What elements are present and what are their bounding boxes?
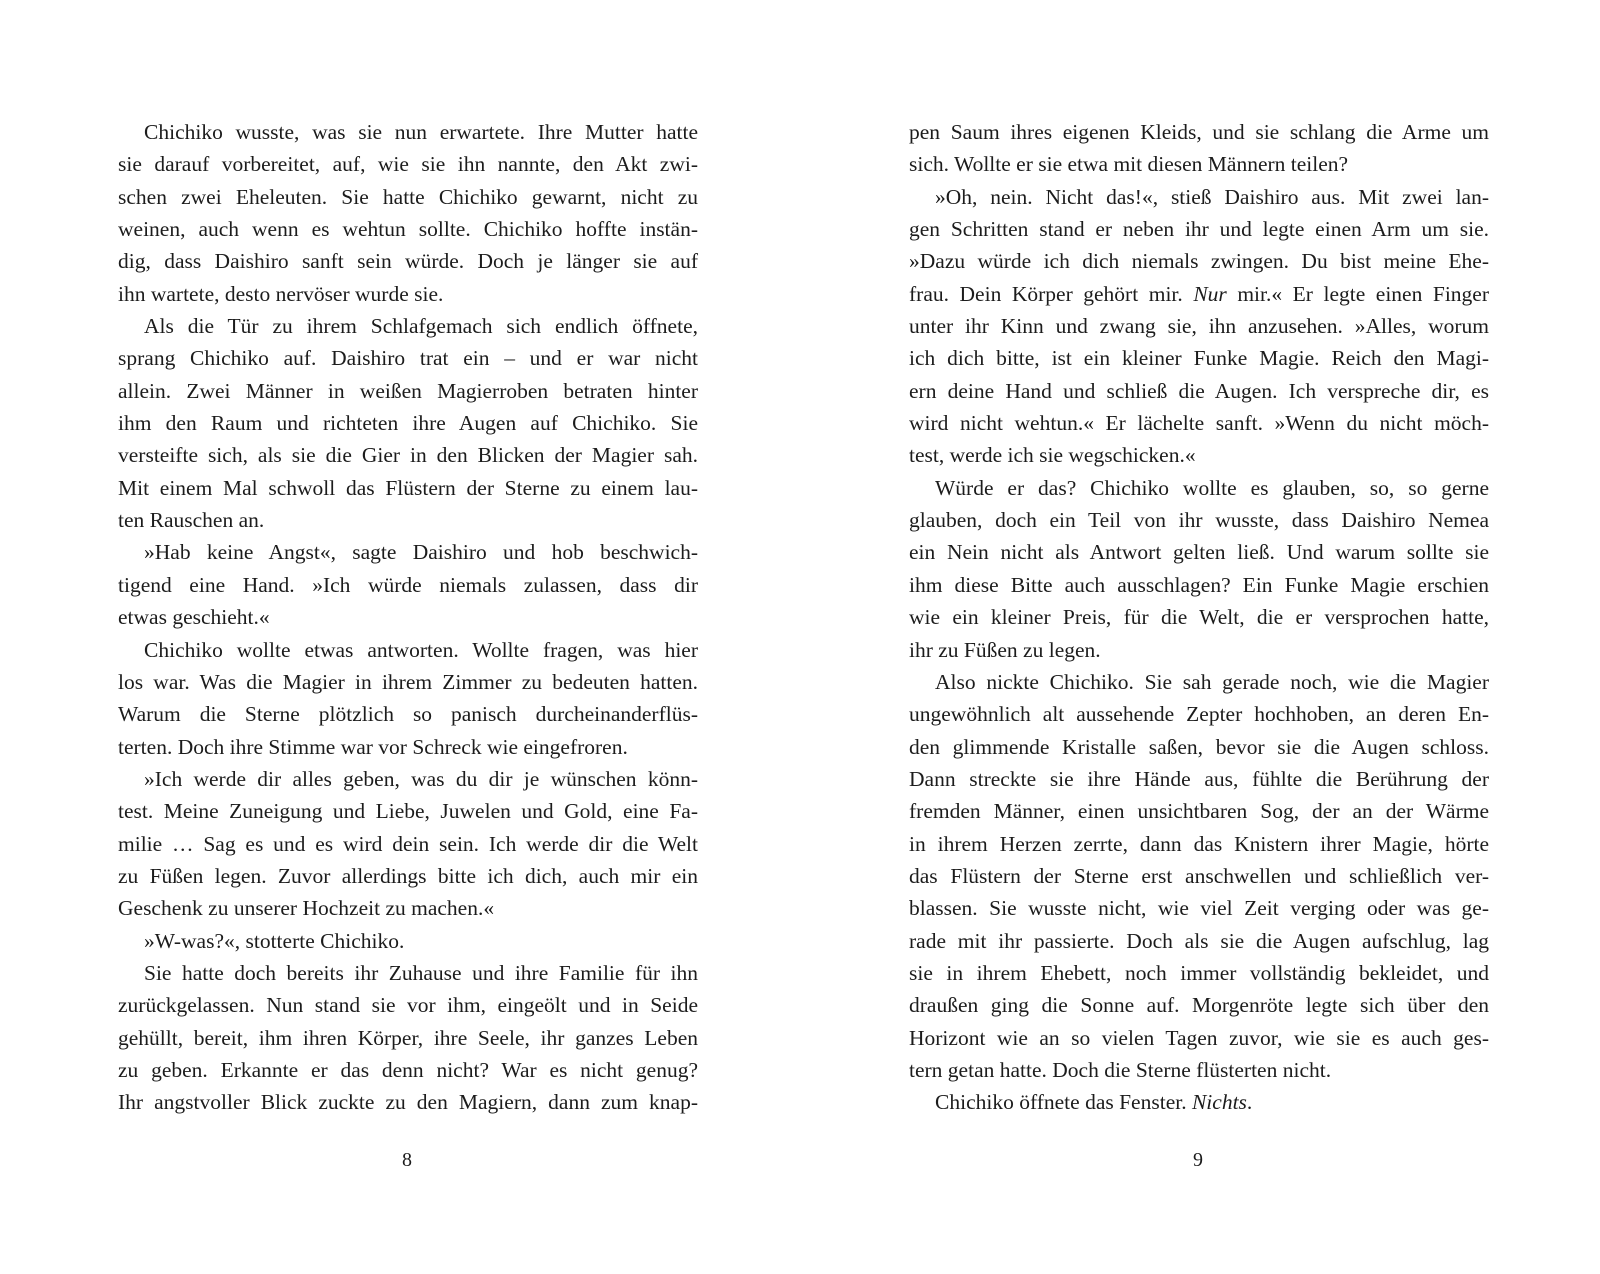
text-line (909, 601, 1489, 633)
text-segment: »Dazu würde ich dich niemals zwingen. Du bist meine Ehe- (909, 249, 1489, 274)
text-line (909, 860, 1489, 892)
text-line: sie darauf vorbereitet, auf, wie sie ihn nannte, den Akt zwi- (118, 152, 698, 177)
text-line (909, 634, 1489, 666)
text-line (909, 795, 1489, 827)
text-line (909, 698, 1489, 730)
text-segment: wie ein kleiner Preis, für die Welt, die er versprochen hatte, (909, 605, 1489, 630)
text-segment: . (1246, 1090, 1253, 1115)
text-line: test. Meine Zuneigung und Liebe, Juwelen und Gold, eine Fa- (118, 799, 698, 824)
text-line (909, 763, 1489, 795)
text-line: »Hab keine Angst«, sagte Daishiro und hob beschwich- (144, 540, 698, 565)
text-line: tigend eine Hand. »Ich würde niemals zulassen, dass dir (118, 572, 698, 597)
text-segment: sie in ihrem Ehebett, noch immer vollständig bekleidet, und (909, 960, 1489, 985)
text-line (909, 213, 1489, 245)
text-segment: mir.« Er legte einen Finger (1226, 281, 1490, 306)
text-segment: ich dich bitte, ist ein kleiner Funke Magie. Reich den Magi- (909, 346, 1489, 371)
text-line: ihm den Raum und richteten ihre Augen auf Chichiko. Sie (118, 411, 698, 436)
text-line (909, 504, 1489, 536)
text-line: los war. Was die Magier in ihrem Zimmer zu bedeuten hatten. (118, 669, 698, 694)
text-segment: »Oh, nein. Nicht das!«, stieß Daishiro aus. Mit zwei lan- (935, 184, 1489, 209)
text-line: Chichiko wollte etwas antworten. Wollte fragen, was hier (144, 637, 698, 662)
text-segment: test, werde ich sie wegschicken.« (909, 443, 1196, 468)
text-line: weinen, auch wenn es wehtun sollte. Chichiko hoffte instän- (118, 217, 698, 242)
text-line (909, 666, 1489, 698)
text-line (909, 116, 1489, 148)
text-line: allein. Zwei Männer in weißen Magierroben betraten hinter (118, 378, 698, 403)
text-line (909, 925, 1489, 957)
text-line: Geschenk zu unserer Hochzeit zu machen.« (118, 896, 495, 921)
text-line: terten. Doch ihre Stimme war vor Schreck wie eingefroren. (118, 734, 628, 759)
text-line: ihn wartete, desto nervöser wurde sie. (118, 281, 444, 306)
text-segment: rade mit ihr passierte. Doch als sie die Augen aufschlug, lag (909, 928, 1489, 953)
text-line: ten Rauschen an. (118, 508, 265, 533)
text-line (909, 181, 1489, 213)
text-segment: pen Saum ihres eigenen Kleids, und sie schlang die Arme um (909, 120, 1489, 144)
text-segment: Chichiko öffnete das Fenster. (935, 1090, 1192, 1115)
text-line (909, 310, 1489, 342)
text-segment: Horizont wie an so vielen Tagen zuvor, wie sie es auch ges- (909, 1025, 1489, 1050)
text-line (909, 375, 1489, 407)
page-number-right: 9 (1193, 1149, 1203, 1171)
text-line (909, 731, 1489, 763)
text-segment: tern getan hatte. Doch die Sterne flüsterten nicht. (909, 1057, 1332, 1082)
text-segment: in ihrem Herzen zerrte, dann das Knistern ihrer Magie, hörte (909, 831, 1489, 856)
text-segment: Also nickte Chichiko. Sie sah gerade noch, wie die Magier (935, 669, 1489, 694)
text-line (909, 472, 1489, 504)
text-line (909, 245, 1489, 277)
text-line (909, 407, 1489, 439)
text-line: Mit einem Mal schwoll das Flüstern der Sterne zu einem lau- (118, 475, 698, 500)
text-line (909, 892, 1489, 924)
text-line: zu geben. Erkannte er das denn nicht? War es nicht genug? (118, 1057, 698, 1082)
text-segment: ihr zu Füßen zu legen. (909, 637, 1101, 662)
text-segment: ihm diese Bitte auch ausschlagen? Ein Funke Magie erschien (909, 572, 1489, 597)
text-segment: wird nicht wehtun.« Er lächelte sanft. »Wenn du nicht möch- (909, 411, 1489, 436)
text-line: Chichiko wusste, was sie nun erwartete. Ihre Mutter hatte (144, 120, 698, 144)
text-line: milie … Sag es und es wird dein sein. Ich werde dir die Welt (118, 831, 698, 856)
text-segment: unter ihr Kinn und zwang sie, ihn anzusehen. »Alles, worum (909, 314, 1489, 339)
text-line: Als die Tür zu ihrem Schlafgemach sich endlich öffnete, (144, 314, 698, 339)
text-line (909, 536, 1489, 568)
text-segment: Würde er das? Chichiko wollte es glauben, so, so gerne (935, 475, 1489, 500)
text-line (909, 828, 1489, 860)
text-line (909, 148, 1489, 180)
text-segment: den glimmende Kristalle saßen, bevor sie die Augen schloss. (909, 734, 1489, 759)
text-line (909, 569, 1489, 601)
text-line (909, 1022, 1489, 1054)
text-line (909, 342, 1489, 374)
text-line: zurückgelassen. Nun stand sie vor ihm, eingeölt und in Seide (118, 993, 698, 1018)
text-line: etwas geschieht.« (118, 605, 270, 630)
text-segment: draußen ging die Sonne auf. Morgenröte legte sich über den (909, 993, 1489, 1018)
text-line (909, 989, 1489, 1021)
text-segment: ein Nein nicht als Antwort gelten ließ. Und warum sollte sie (909, 540, 1489, 565)
italic-text: Nichts (1191, 1090, 1247, 1115)
text-line (909, 1086, 1489, 1118)
text-line (909, 1054, 1489, 1086)
text-segment: sich. Wollte er sie etwa mit diesen Männern teilen? (909, 152, 1349, 177)
text-segment: ern deine Hand und schließ die Augen. Ich verspreche dir, es (909, 378, 1489, 403)
text-segment: frau. Dein Körper gehört mir. (909, 281, 1194, 306)
text-segment: das Flüstern der Sterne erst anschwellen und schließlich ver- (909, 863, 1489, 888)
left-page-text (118, 116, 698, 1119)
text-line: sprang Chichiko auf. Daishiro trat ein – und er war nicht (118, 346, 698, 371)
italic-text: Nur (1193, 281, 1227, 306)
text-line: dig, dass Daishiro sanft sein würde. Doch je länger sie auf (118, 249, 698, 274)
text-segment: Dann streckte sie ihre Hände aus, fühlte die Berührung der (909, 766, 1489, 791)
text-line (909, 957, 1489, 989)
text-segment: ungewöhnlich alt aussehende Zepter hochhoben, an deren En- (909, 702, 1489, 727)
text-segment: glauben, doch ein Teil von ihr wusste, dass Daishiro Nemea (909, 508, 1489, 533)
text-line: »W-was?«, stotterte Chichiko. (144, 928, 405, 953)
text-line (909, 439, 1489, 471)
text-line: »Ich werde dir alles geben, was du dir je wünschen könn- (144, 766, 698, 791)
text-line (909, 278, 1489, 310)
text-line: Sie hatte doch bereits ihr Zuhause und ihre Familie für ihn (144, 960, 698, 985)
text-segment: blassen. Sie wusste nicht, wie viel Zeit verging oder was ge- (909, 896, 1489, 921)
text-line: gehüllt, bereit, ihm ihren Körper, ihre Seele, ihr ganzes Leben (118, 1025, 698, 1050)
right-page-text (909, 116, 1489, 1119)
text-line: versteifte sich, als sie die Gier in den Blicken der Magier sah. (118, 443, 698, 468)
text-segment: gen Schritten stand er neben ihr und legte einen Arm um sie. (909, 217, 1489, 242)
text-line: schen zwei Eheleuten. Sie hatte Chichiko gewarnt, nicht zu (118, 184, 698, 209)
page-number-left: 8 (402, 1149, 412, 1171)
text-line: Ihr angstvoller Blick zuckte zu den Magiern, dann zum knap- (118, 1090, 698, 1115)
text-line: Warum die Sterne plötzlich so panisch durcheinanderflüs- (118, 702, 698, 727)
text-line: zu Füßen legen. Zuvor allerdings bitte ich dich, auch mir ein (118, 863, 698, 888)
text-segment: fremden Männer, einen unsichtbaren Sog, der an der Wärme (909, 799, 1489, 824)
